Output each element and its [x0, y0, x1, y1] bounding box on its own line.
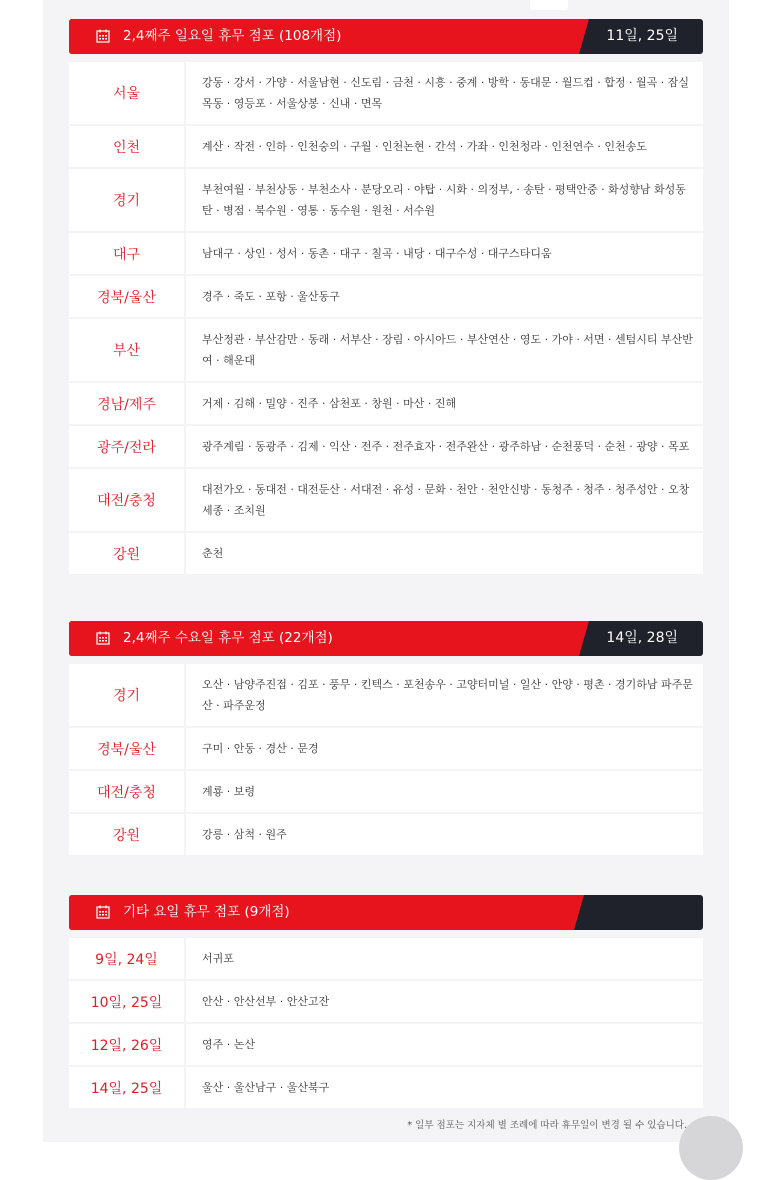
calendar-icon	[96, 905, 110, 919]
region-table	[69, 664, 703, 855]
table-row	[69, 1024, 703, 1065]
region-label: 대구	[69, 233, 186, 274]
store-list: 계룡 · 보령	[202, 785, 255, 798]
top-tab	[530, 0, 568, 10]
section-date: 11일, 25일	[606, 28, 678, 44]
region-label: 경남/제주	[69, 383, 186, 424]
table-row	[69, 319, 703, 381]
date-label: 10일, 25일	[69, 981, 186, 1022]
store-list: 강동 · 강서 · 가양 · 서울남현 · 신도림 · 금천 · 시흥 · 중계 · 방학 · 동대문 · 월드컵 · 합정 · 월곡 · 잠실 목동 · 영등포 · 서울상봉 · 신내 · 면목	[202, 76, 690, 110]
region-label: 부산	[69, 319, 186, 381]
table-row	[69, 771, 703, 812]
region-label: 강원	[69, 533, 186, 574]
section-title: 2,4째주 수요일 휴무 점포 (22개점)	[123, 630, 333, 646]
region-table	[69, 62, 703, 574]
date-label: 14일, 25일	[69, 1067, 186, 1108]
store-list: 오산 · 남양주진접 · 김포 · 풍무 · 킨텍스 · 포천송우 · 고양터미널 · 일산 · 안양 · 평촌 · 경기하남 파주문산 · 파주운정	[202, 678, 693, 712]
section-header	[69, 895, 703, 930]
region-label: 대전/충청	[69, 469, 186, 531]
calendar-icon	[96, 631, 110, 645]
section-title: 기타 요일 휴무 점포 (9개점)	[123, 904, 290, 920]
table-row	[69, 383, 703, 424]
calendar-icon	[96, 29, 110, 43]
sunday-closure-section	[69, 19, 703, 576]
table-row	[69, 728, 703, 769]
region-label: 강원	[69, 814, 186, 855]
store-list: 서귀포	[202, 952, 234, 965]
date-label: 9일, 24일	[69, 938, 186, 979]
date-table	[69, 938, 703, 1108]
store-list: 부산정관 · 부산감만 · 동래 · 서부산 · 장림 · 아시아드 · 부산연산 · 영도 · 가야 · 서면 · 센텀시티 부산반여 · 해운대	[202, 333, 693, 367]
region-label: 광주/전라	[69, 426, 186, 467]
region-label: 경북/울산	[69, 728, 186, 769]
table-row	[69, 533, 703, 574]
region-label: 대전/충청	[69, 771, 186, 812]
store-list: 춘천	[202, 547, 224, 560]
table-row	[69, 664, 703, 726]
region-label: 경북/울산	[69, 276, 186, 317]
table-row	[69, 62, 703, 124]
table-row	[69, 814, 703, 855]
store-list: 남대구 · 상인 · 성서 · 동촌 · 대구 · 칠곡 · 내당 · 대구수성 · 대구스타디움	[202, 247, 552, 260]
table-row	[69, 981, 703, 1022]
table-row	[69, 469, 703, 531]
store-list: 강릉 · 삼척 · 원주	[202, 828, 287, 841]
store-list: 계산 · 작전 · 인하 · 인천숭의 · 구월 · 인천논현 · 간석 · 가좌 · 인천청라 · 인천연수 · 인천송도	[202, 140, 647, 153]
other-day-closure-section	[69, 895, 703, 1110]
left-margin	[0, 0, 43, 1142]
table-row	[69, 426, 703, 467]
wednesday-closure-section	[69, 621, 703, 857]
store-list: 부천여월 · 부천상동 · 부천소사 · 분당오리 · 야탑 · 시화 · 의정부, · 송탄 · 평택안중 · 화성향남 화성동탄 · 병점 · 북수원 · 영통 · 동수원 · 원천 · 서수원	[202, 183, 686, 217]
table-row	[69, 276, 703, 317]
floating-button[interactable]	[679, 1116, 743, 1180]
table-row	[69, 1067, 703, 1108]
section-date: 14일, 28일	[606, 630, 678, 646]
store-list: 대전가오 · 동대전 · 대전둔산 · 서대전 · 유성 · 문화 · 천안 · 천안신방 · 동청주 · 청주 · 청주성안 · 오창 세종 · 조치원	[202, 483, 690, 517]
table-row	[69, 938, 703, 979]
table-row	[69, 233, 703, 274]
table-row	[69, 126, 703, 167]
section-header	[69, 19, 703, 54]
region-label: 인천	[69, 126, 186, 167]
region-label: 경기	[69, 169, 186, 231]
store-list: 구미 · 안동 · 경산 · 문경	[202, 742, 319, 755]
store-list: 울산 · 울산남구 · 울산북구	[202, 1081, 330, 1094]
store-list: 영주 · 논산	[202, 1038, 255, 1051]
footnote: * 일부 점포는 지자체 별 조례에 따라 휴무일이 변경 될 수 있습니다.	[407, 1120, 687, 1131]
section-title: 2,4째주 일요일 휴무 점포 (108개점)	[123, 28, 342, 44]
table-row	[69, 169, 703, 231]
region-label: 경기	[69, 664, 186, 726]
date-label: 12일, 26일	[69, 1024, 186, 1065]
store-list: 안산 · 안산선부 · 안산고잔	[202, 995, 330, 1008]
store-list: 광주계림 · 동광주 · 김제 · 익산 · 전주 · 전주효자 · 전주완산 · 광주하남 · 순천풍덕 · 순천 · 광양 · 목포	[202, 440, 690, 453]
section-header	[69, 621, 703, 656]
store-list: 경주 · 죽도 · 포항 · 울산동구	[202, 290, 340, 303]
region-label: 서울	[69, 62, 186, 124]
right-margin	[729, 0, 773, 1142]
store-list: 거제 · 김해 · 밀양 · 진주 · 삼천포 · 창원 · 마산 · 진해	[202, 397, 457, 410]
